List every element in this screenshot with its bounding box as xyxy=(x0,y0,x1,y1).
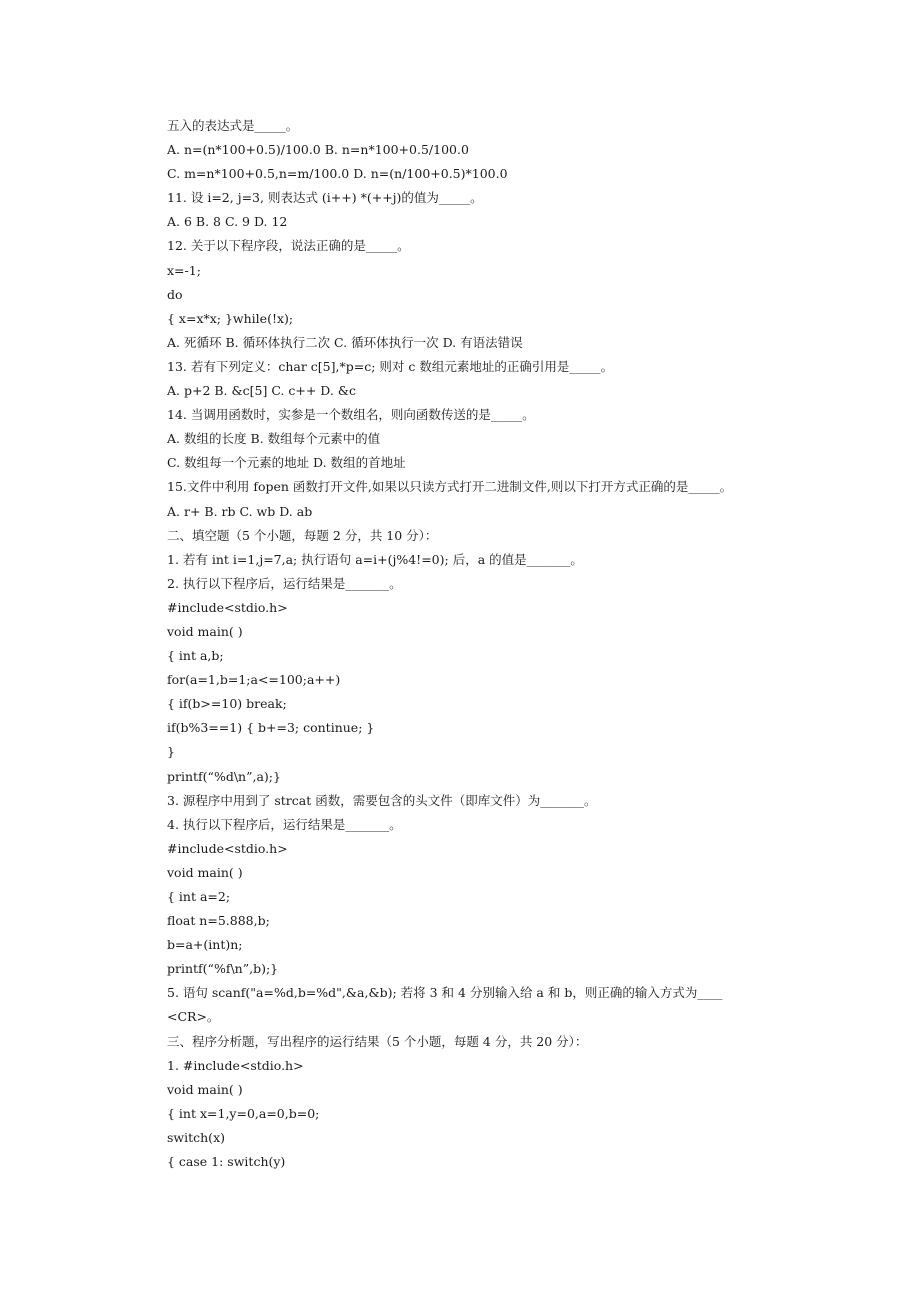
text-line: x=-1; xyxy=(167,262,201,278)
text-line: C. m=n*100+0.5,n=m/100.0 D. n=(n/100+0.5)*100.0 xyxy=(167,166,508,182)
text-line: 3. 源程序中用到了 strcat 函数，需要包含的头文件（即库文件）为_______。 xyxy=(167,792,597,808)
text-line: { case 1: switch(y) xyxy=(167,1154,286,1170)
text-line: { if(b>=10) break; xyxy=(167,696,287,712)
text-line: switch(x) xyxy=(167,1129,225,1145)
text-line: { x=x*x; }while(!x); xyxy=(167,310,294,326)
text-line: 5. 语句 scanf("a=%d,b=%d",&a,&b); 若将 3 和 4 分别输入给 a 和 b，则正确的输入方式为____ xyxy=(167,985,723,1001)
text-line: 15.文件中利用 fopen 函数打开文件,如果以只读方式打开二进制文件,则以下打开方式正确的是_____。 xyxy=(167,479,733,495)
text-line: 13. 若有下列定义：char c[5],*p=c; 则对 c 数组元素地址的正确引用是_____。 xyxy=(167,358,614,374)
text-line: { int a,b; xyxy=(167,648,224,664)
text-line: <CR>。 xyxy=(167,1009,220,1025)
text-line: 2. 执行以下程序后，运行结果是_______。 xyxy=(167,575,402,591)
text-line: printf(“%d\n”,a);} xyxy=(167,768,281,784)
text-line: do xyxy=(167,286,183,302)
text-line: float n=5.888,b; xyxy=(167,913,270,929)
text-line: 二、填空题（5 个小题，每题 2 分，共 10 分）： xyxy=(167,527,438,543)
text-line: 12. 关于以下程序段，说法正确的是_____。 xyxy=(167,238,410,254)
text-line: A. 数组的长度 B. 数组每个元素中的值 xyxy=(167,431,381,447)
text-line: C. 数组每一个元素的地址 D. 数组的首地址 xyxy=(167,455,406,471)
text-line: A. p+2 B. &c[5] C. c++ D. &c xyxy=(167,383,356,399)
text-line: { int x=1,y=0,a=0,b=0; xyxy=(167,1105,320,1121)
text-line: { int a=2; xyxy=(167,889,231,904)
text-line: void main( ) xyxy=(167,1081,243,1097)
text-line: 三、程序分析题，写出程序的运行结果（5 个小题，每题 4 分，共 20 分）： xyxy=(167,1033,588,1049)
document-body xyxy=(167,114,807,1174)
text-line: 1. 若有 int i=1,j=7,a; 执行语句 a=i+(j%4!=0); 后，a 的值是_______。 xyxy=(167,551,583,567)
text-line: 1. #include<stdio.h> xyxy=(167,1057,304,1073)
text-line: A. n=(n*100+0.5)/100.0 B. n=n*100+0.5/100.0 xyxy=(167,142,469,158)
text-line: A. r+ B. rb C. wb D. ab xyxy=(167,503,313,519)
text-line: if(b%3==1) { b+=3; continue; } xyxy=(167,720,375,736)
text-line: void main( ) xyxy=(167,623,243,639)
text-line: void main( ) xyxy=(167,864,243,880)
text-line: for(a=1,b=1;a<=100;a++) xyxy=(167,672,341,688)
text-line: 4. 执行以下程序后，运行结果是_______。 xyxy=(167,816,402,832)
text-line: #include<stdio.h> xyxy=(167,599,288,615)
text-line: b=a+(int)n; xyxy=(167,937,243,953)
text-line: #include<stdio.h> xyxy=(167,840,288,856)
text-line: printf(“%f\n”,b);} xyxy=(167,961,279,977)
text-line: 11. 设 i=2, j=3, 则表达式 (i++) *(++j)的值为_____。 xyxy=(167,190,483,206)
text-line: 五入的表达式是_____。 xyxy=(167,118,299,133)
text-line: } xyxy=(167,744,175,760)
text-line: A. 6 B. 8 C. 9 D. 12 xyxy=(167,214,288,230)
text-line: A. 死循环 B. 循环体执行二次 C. 循环体执行一次 D. 有语法错误 xyxy=(167,334,523,350)
text-line: 14. 当调用函数时，实参是一个数组名，则向函数传送的是_____。 xyxy=(167,407,535,423)
